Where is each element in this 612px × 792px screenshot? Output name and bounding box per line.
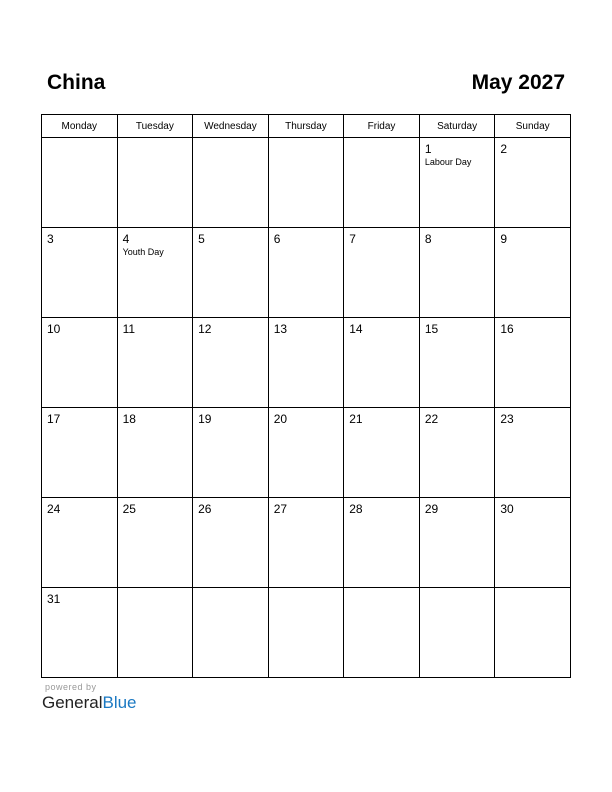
day-number: 25 (122, 502, 136, 516)
day-cell (268, 228, 344, 318)
country-title: China (47, 71, 106, 94)
day-cell (268, 498, 344, 588)
day-number: 24 (47, 502, 61, 516)
day-cell (268, 408, 344, 498)
weekday-header: Tuesday (117, 115, 193, 138)
day-cell (495, 318, 571, 408)
day-number: 31 (47, 592, 61, 606)
day-number: 1 (424, 142, 432, 156)
day-cell (193, 408, 269, 498)
empty-day-cell (344, 588, 420, 678)
day-number: 20 (273, 412, 288, 426)
day-cell (268, 318, 344, 408)
day-number: 6 (273, 232, 281, 246)
empty-day-cell (268, 588, 344, 678)
day-cell (193, 318, 269, 408)
day-number: 13 (273, 322, 288, 336)
day-cell (117, 498, 193, 588)
day-number: 29 (424, 502, 439, 516)
day-cell (344, 408, 420, 498)
day-number: 3 (47, 232, 54, 246)
day-cell (42, 318, 118, 408)
weekday-header: Saturday (419, 115, 495, 138)
week-row (42, 408, 571, 498)
weekday-header: Wednesday (193, 115, 269, 138)
day-number: 9 (500, 232, 508, 246)
brand-general: General (42, 693, 103, 712)
day-cell (419, 138, 495, 228)
day-cell (495, 228, 571, 318)
empty-day-cell (42, 138, 118, 228)
day-cell (42, 588, 118, 678)
day-cell (117, 318, 193, 408)
day-number: 15 (424, 322, 439, 336)
day-cell (495, 138, 571, 228)
day-number: 4 (122, 232, 130, 246)
day-number: 2 (500, 142, 508, 156)
day-number: 23 (500, 412, 514, 426)
day-cell (42, 408, 118, 498)
calendar-grid (41, 114, 571, 678)
day-number: 16 (500, 322, 514, 336)
empty-day-cell (117, 138, 193, 228)
day-number: 11 (122, 322, 136, 336)
day-cell (419, 228, 495, 318)
week-row (42, 138, 571, 228)
day-number: 30 (500, 502, 514, 516)
holiday-label: Youth Day (122, 247, 164, 257)
day-number: 27 (273, 502, 288, 516)
day-cell (344, 318, 420, 408)
generalblue-logo[interactable] (42, 693, 137, 713)
day-number: 10 (47, 322, 61, 336)
week-row (42, 318, 571, 408)
day-number: 14 (349, 322, 363, 336)
day-cell (117, 408, 193, 498)
powered-by-text: powered by (45, 682, 97, 692)
day-number: 26 (198, 502, 212, 516)
empty-day-cell (117, 588, 193, 678)
empty-day-cell (268, 138, 344, 228)
week-row (42, 588, 571, 678)
day-cell (193, 498, 269, 588)
day-number: 21 (349, 412, 363, 426)
holiday-label: Labour Day (424, 157, 472, 167)
day-number: 17 (47, 412, 61, 426)
day-cell (344, 228, 420, 318)
day-cell (495, 408, 571, 498)
day-number: 7 (349, 232, 356, 246)
brand-blue: Blue (102, 693, 137, 712)
day-cell (193, 228, 269, 318)
calendar-body (42, 138, 571, 678)
day-cell (419, 498, 495, 588)
day-number: 28 (349, 502, 363, 516)
day-number: 22 (424, 412, 439, 426)
empty-day-cell (193, 138, 269, 228)
day-number: 19 (198, 412, 212, 426)
empty-day-cell (344, 138, 420, 228)
day-cell (42, 228, 118, 318)
weekday-header: Friday (344, 115, 420, 138)
weekday-header: Sunday (495, 115, 571, 138)
day-cell (42, 498, 118, 588)
day-cell (495, 498, 571, 588)
week-row (42, 228, 571, 318)
day-number: 18 (122, 412, 136, 426)
weekday-header-row (42, 115, 571, 138)
empty-day-cell (419, 588, 495, 678)
day-cell (117, 228, 193, 318)
month-title: May 2027 (471, 71, 565, 94)
day-number: 8 (424, 232, 432, 246)
empty-day-cell (495, 588, 571, 678)
weekday-header: Thursday (268, 115, 344, 138)
day-cell (419, 318, 495, 408)
weekday-header: Monday (42, 115, 118, 138)
day-number: 5 (198, 232, 205, 246)
day-number: 12 (198, 322, 212, 336)
week-row (42, 498, 571, 588)
day-cell (344, 498, 420, 588)
empty-day-cell (193, 588, 269, 678)
day-cell (419, 408, 495, 498)
